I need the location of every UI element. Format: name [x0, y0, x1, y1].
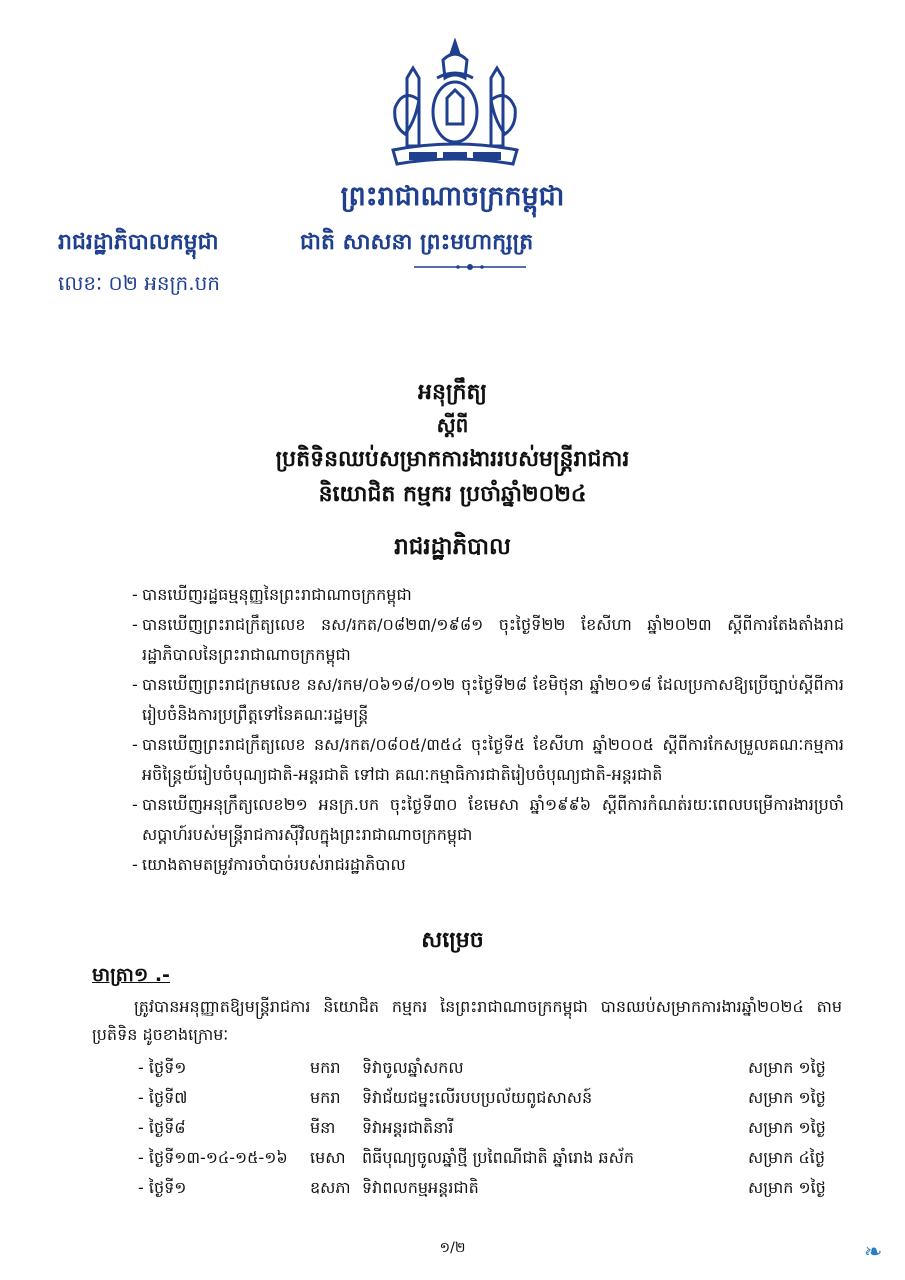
holiday-name: ទិវាពលកម្មអន្តរជាតិ	[362, 1178, 479, 1197]
holiday-day: - ថ្ងៃទី១	[138, 1173, 186, 1203]
holiday-day: - ថ្ងៃទី១	[138, 1053, 186, 1083]
holiday-row	[138, 1173, 848, 1203]
article-1-heading: មាត្រា១ .-	[92, 964, 170, 986]
holiday-month: មករា	[310, 1088, 341, 1107]
ornament-divider-icon	[410, 262, 530, 272]
holiday-list	[138, 1053, 848, 1203]
holiday-month: មេសា	[310, 1148, 346, 1167]
holiday-month: មករា	[310, 1058, 341, 1077]
holiday-row	[138, 1113, 848, 1143]
preamble-item: - បានឃើញរដ្ឋធម្មនុញ្ញនៃព្រះរាជាណាចក្រកម្ពុជា	[132, 580, 844, 610]
holiday-duration: សម្រាក ១ថ្ងៃ	[748, 1178, 826, 1197]
preamble-item: - បានឃើញព្រះរាជក្រឹត្យលេខ នស/រកត/០៨០៥/៣៥៤ ចុះថ្ងៃទី៥ ខែសីហា ឆ្នាំ២០០៥ ស្តីពីការកែសម្រួលគណៈកម្មការអចិន្ត្រៃយ៍រៀបចំបុណ្យជាតិ-អន្តរជាតិ ទៅជា គណៈកម្មាធិការជាតិរៀបចំបុណ្យជាតិ-អន្តរជាតិ	[132, 730, 844, 790]
corner-mark-icon: ❧	[864, 1240, 883, 1265]
national-motto: ជាតិ សាសនា ព្រះមហាក្សត្រ	[300, 230, 534, 255]
holiday-row	[138, 1143, 848, 1173]
holiday-month: មីនា	[310, 1118, 336, 1137]
preamble-item: - យោងតាមតម្រូវការចាំបាច់របស់រាជរដ្ឋាភិបាល	[132, 850, 844, 880]
holiday-duration: សម្រាក ១ថ្ងៃ	[748, 1088, 826, 1107]
subject-line-2: និយោជិត កម្មករ ប្រចាំឆ្នាំ២០២៤	[318, 482, 587, 507]
holiday-day: - ថ្ងៃទី១៣-១៤-១៥-១៦	[138, 1143, 288, 1173]
preamble-item: - បានឃើញព្រះរាជក្រឹត្យលេខ នស/រកត/០៨២៣/១៩៨១ ចុះថ្ងៃទី២២ ខែសីហា ឆ្នាំ២០២៣ ស្តីពីការតែងតាំងរាជរដ្ឋាភិបាលនៃព្រះរាជាណាចក្រកម្ពុជា	[132, 610, 844, 670]
government-header: រាជរដ្ឋាភិបាលកម្ពុជា	[58, 230, 219, 255]
preamble-item: - បានឃើញអនុក្រឹត្យលេខ២១ អនក្រ.បក ចុះថ្ងៃទី៣០ ខែមេសា ឆ្នាំ១៩៩៦ ស្តីពីការកំណត់រយៈពេលបម្រើការងារប្រចាំសប្តាហ៍របស់មន្ត្រីរាជការស៊ីវិលក្នុងព្រះរាជាណាចក្រកម្ពុជា	[132, 790, 844, 850]
preamble-list	[132, 580, 844, 880]
holiday-duration: សម្រាក ១ថ្ងៃ	[748, 1118, 826, 1137]
article-1-body: ត្រូវបានអនុញ្ញាតឱ្យមន្ត្រីរាជការ និយោជិត កម្មករ នៃព្រះរាជាណាចក្រកម្ពុជា បានឈប់សម្រាកការងារឆ្នាំ២០២៤ តាមប្រតិទិន ដូចខាងក្រោមៈ	[92, 997, 842, 1044]
holiday-duration: សម្រាក ១ថ្ងៃ	[748, 1058, 826, 1077]
holiday-name: ពិធីបុណ្យចូលឆ្នាំថ្មី ប្រពៃណីជាតិ ឆ្នាំរោង ឆស័ក	[362, 1148, 635, 1167]
holiday-duration: សម្រាក ៤ថ្ងៃ	[748, 1148, 826, 1167]
issuer-heading: រាជរដ្ឋាភិបាល	[394, 534, 511, 560]
about-label: ស្តីពី	[436, 413, 469, 437]
document-type: អនុក្រឹត្យ	[418, 380, 487, 405]
holiday-name: ទិវាចូលឆ្នាំសកល	[362, 1058, 464, 1077]
holiday-day: - ថ្ងៃទី៧	[138, 1083, 187, 1113]
subject-line-1: ប្រតិទិនឈប់សម្រាកការងាររបស់មន្ត្រីរាជការ	[275, 447, 630, 472]
kingdom-title: ព្រះរាជាណាចក្រកម្ពុជា	[340, 181, 565, 212]
holiday-name: ទិវាជ័យជម្នះលើរបបប្រល័យពូជសាសន៍	[362, 1088, 593, 1107]
decision-heading: សម្រេច	[421, 928, 484, 953]
holiday-month: ឧសភា	[310, 1178, 351, 1197]
document-number: លេខៈ ០២ អនក្រ.បក	[58, 271, 220, 295]
holiday-name: ទិវាអន្តរជាតិនារី	[362, 1118, 454, 1137]
holiday-row	[138, 1053, 848, 1083]
royal-coat-of-arms-icon	[385, 38, 525, 178]
holiday-row	[138, 1083, 848, 1113]
page-number: ១/២	[439, 1240, 466, 1256]
preamble-item: - បានឃើញព្រះរាជក្រមលេខ នស/រកម/០៦១៨/០១២ ចុះថ្ងៃទី២៨ ខែមិថុនា ឆ្នាំ២០១៨ ដែលប្រកាសឱ្យប្រើច្បាប់ស្តីពីការរៀបចំនិងការប្រព្រឹត្តទៅនៃគណៈរដ្ឋមន្ត្រី	[132, 670, 844, 730]
holiday-day: - ថ្ងៃទី៨	[138, 1113, 186, 1143]
